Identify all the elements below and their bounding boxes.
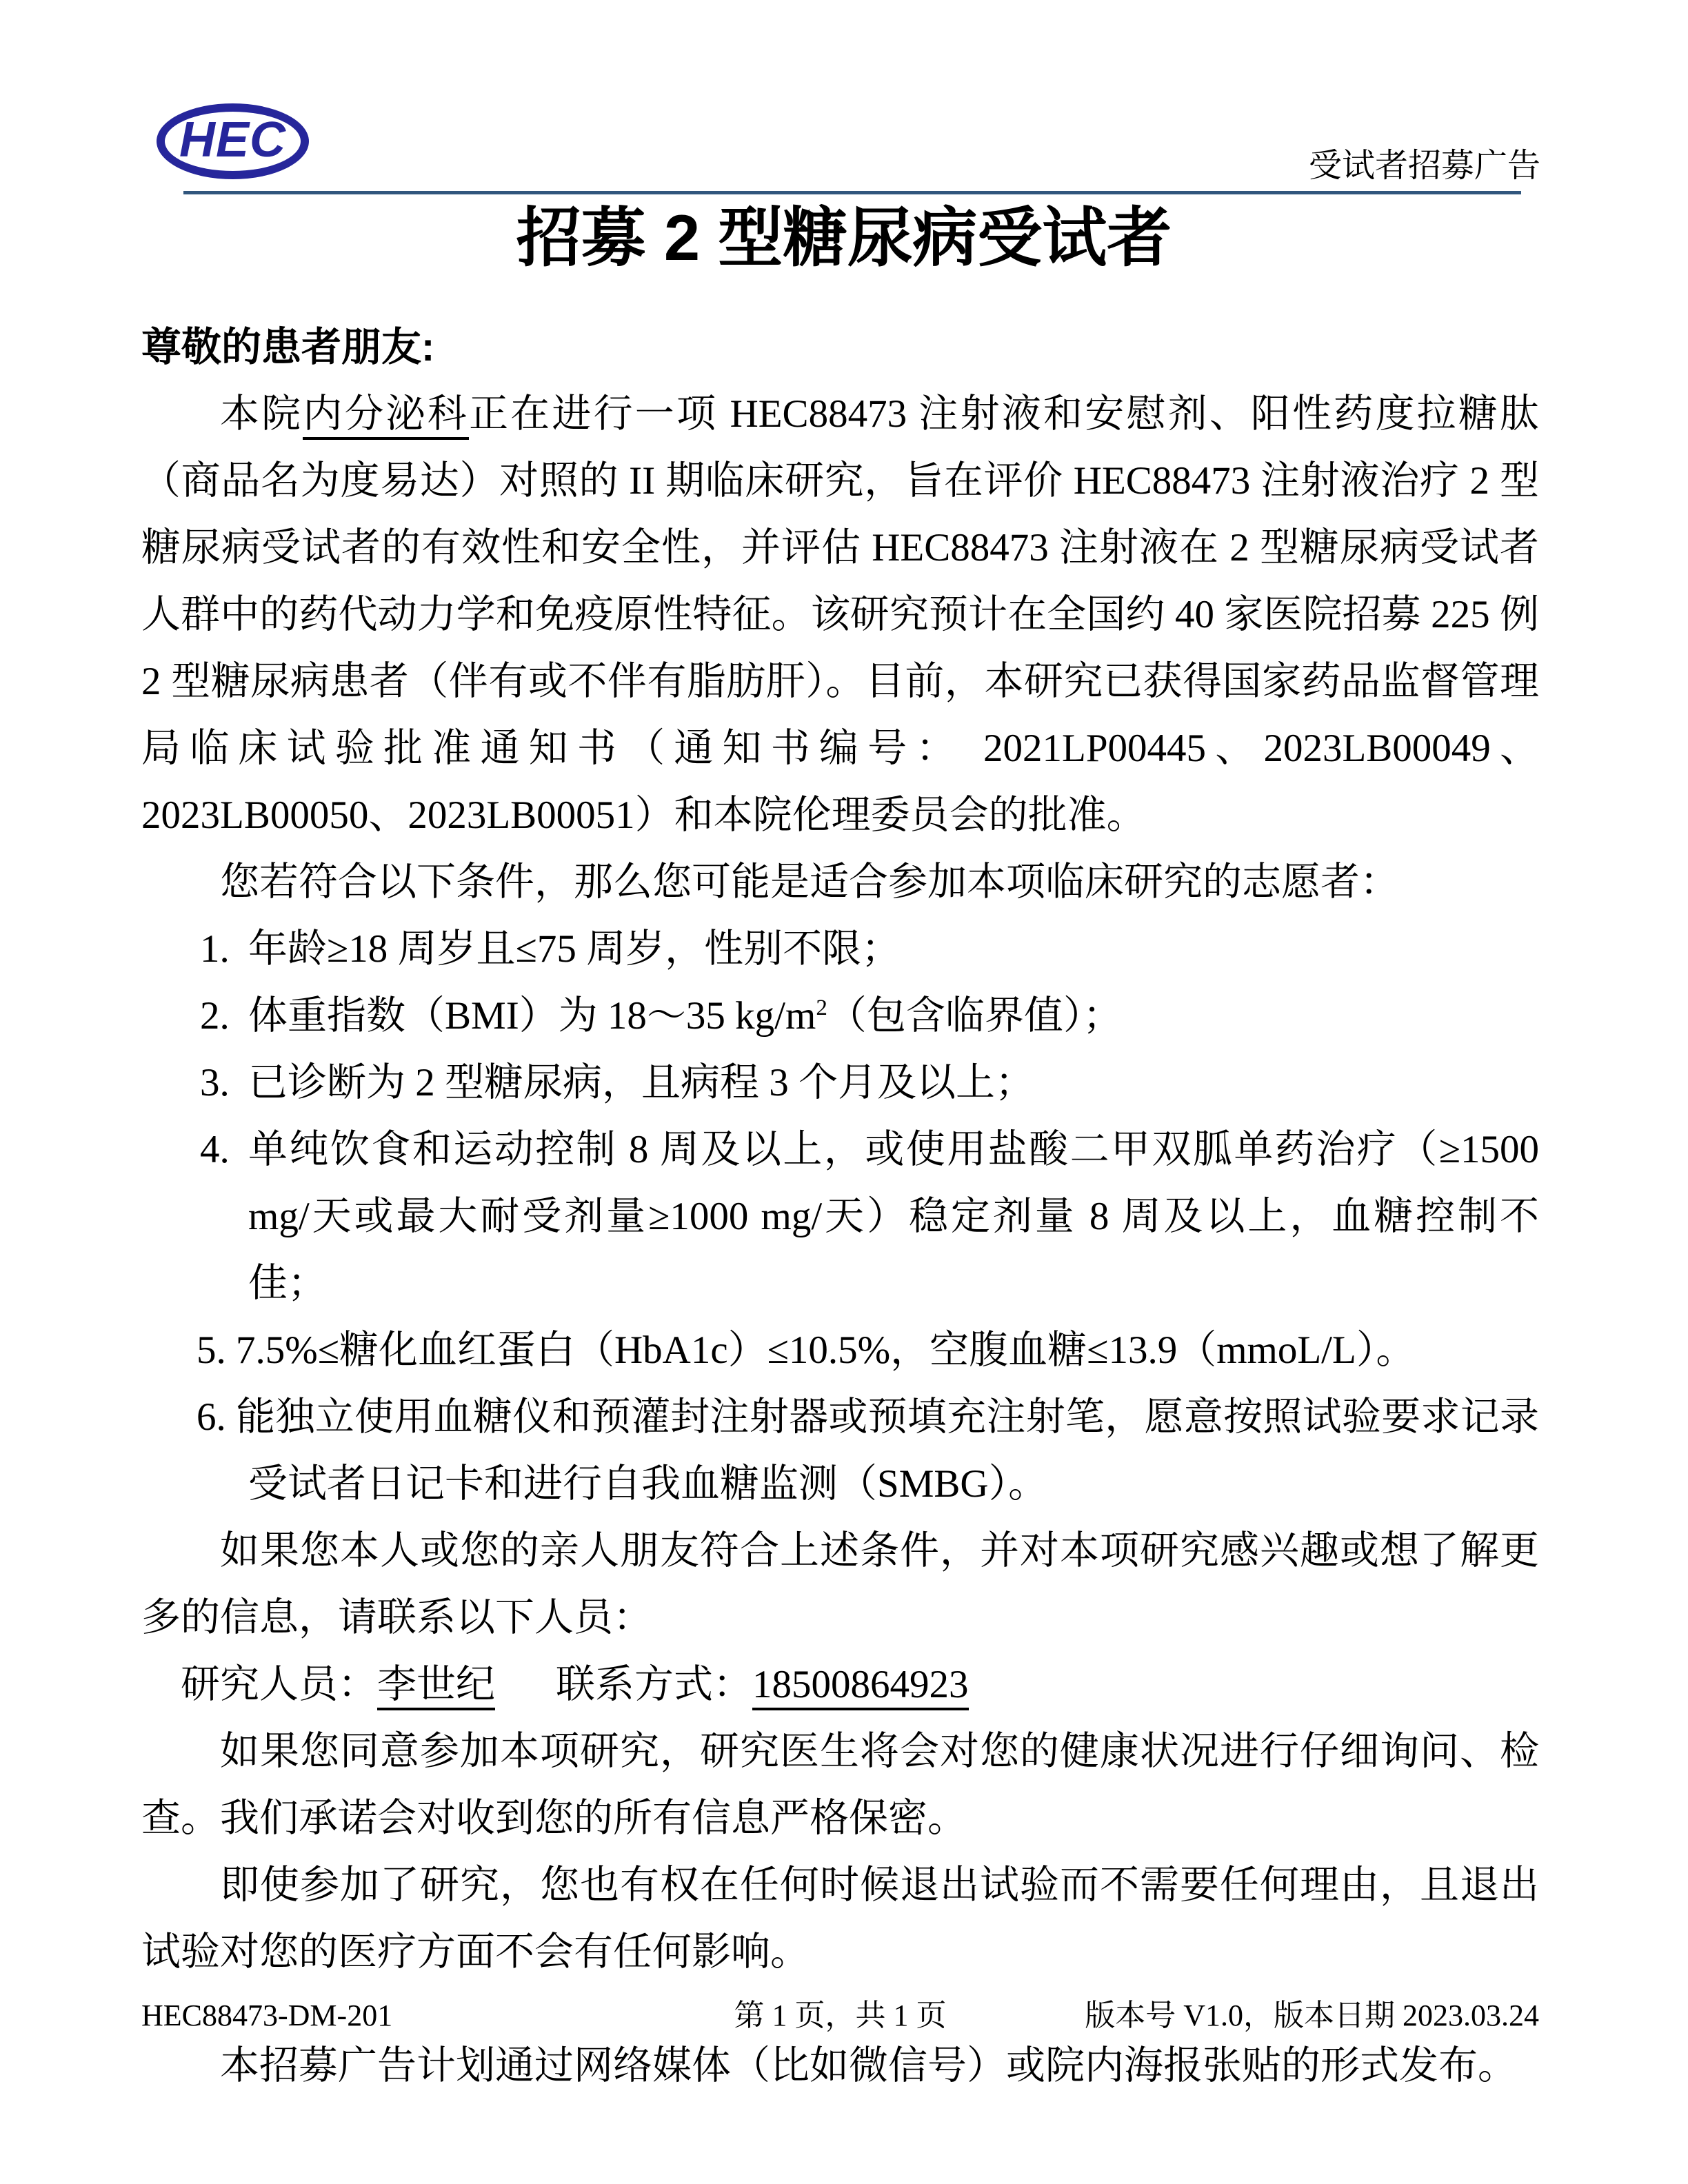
list-item-number: 6. — [197, 1395, 226, 1439]
page-title: 招募 2 型糖尿病受试者 — [516, 201, 1172, 274]
contact-intro-paragraph: 如果您本人或您的亲人朋友符合上述条件，并对本项研究感兴趣或想了解更多的信息，请联系以下人员： — [141, 1529, 1539, 1639]
withdraw-paragraph: 即使参加了研究，您也有权在任何时候退出试验而不需要任何理由，且退出试验对您的医疗方面不会有任何影响。 — [141, 1863, 1539, 1974]
bmi-pre: 体重指数（BMI）为 18～35 kg/m — [248, 994, 816, 1038]
contact-line — [141, 1651, 1539, 1718]
criteria-list — [141, 916, 1539, 1517]
intro-post: 正在进行一项 HEC88473 注射液和安慰剂、阳性药度拉糖肽（商品名为度易达）对照的 II 期临床研究，旨在评价 HEC88473 注射液治疗 2 型糖尿病受试者的有效性和安全性，并评估 HEC88473 注射液在 2 型糖尿病受试者人群中的药代动力学和免疫原性特征。该研究预计在全国约 40 家医院招募 225 例 2 型糖尿病患者（伴有或不伴有脂肪肝）。目前，本研究已获得国家药品监督管理局临床试验批准通知书（通知书编号： 2021LP00445、2023LB00049、2023LB00050、2023LB00051）和本院伦理委员会的批准。 — [141, 392, 1540, 837]
list-item-text — [248, 982, 1539, 1049]
footer-page-number: 第 1 页，共 1 页 — [734, 1999, 947, 2032]
list-item-text: 年龄≥18 周岁且≤75 周岁，性别不限； — [248, 927, 901, 971]
document-body — [141, 0, 1539, 2099]
list-item — [141, 982, 1539, 1049]
list-item — [141, 1384, 1539, 1517]
bmi-post: （包含临界值）； — [827, 994, 1123, 1038]
phone-label: 联系方式： — [556, 1663, 752, 1706]
publish-paragraph: 本招募广告计划通过网络媒体（比如微信号）或院内海报张贴的形式发布。 — [220, 2044, 1517, 2087]
list-item-text: 7.5%≤糖化血红蛋白（HbA1c）≤10.5%，空腹血糖≤13.9（mmoL/L）。 — [236, 1328, 1416, 1372]
intro-department-underlined: 内分泌科 — [303, 392, 469, 440]
hec-logo-text: HEC — [179, 112, 286, 168]
footer-version-info: 版本号 V1.0，版本日期 2023.03.24 — [1085, 1999, 1539, 2032]
greeting-line: 尊敬的患者朋友: — [141, 325, 435, 370]
list-item-text: 能独立使用血糖仪和预灌封注射器或预填充注射笔，愿意按照试验要求记录受试者日记卡和进行自我血糖监测（SMBG）。 — [236, 1395, 1540, 1506]
criteria-intro-paragraph: 您若符合以下条件，那么您可能是适合参加本项临床研究的志愿者： — [220, 860, 1399, 904]
list-item-number: 4. — [200, 1128, 230, 1171]
consent-paragraph: 如果您同意参加本项研究，研究医生将会对您的健康状况进行仔细询问、检查。我们承诺会对收到您的所有信息严格保密。 — [141, 1730, 1539, 1840]
list-item-text: 单纯饮食和运动控制 8 周及以上，或使用盐酸二甲双胍单药治疗（≥1500 mg/天或最大耐受剂量≥1000 mg/天）稳定剂量 8 周及以上，血糖控制不佳； — [248, 1128, 1539, 1305]
footer-protocol-number: HEC88473-DM-201 — [141, 1999, 393, 2032]
list-item — [141, 1317, 1539, 1384]
list-item-number: 5. — [197, 1328, 226, 1372]
intro-pre: 本院 — [220, 392, 303, 436]
list-item-number: 2. — [200, 994, 230, 1038]
bmi-superscript: 2 — [816, 995, 827, 1020]
researcher-label: 研究人员： — [181, 1663, 377, 1706]
intro-paragraph — [141, 381, 1539, 849]
list-item — [141, 916, 1539, 982]
list-item-number: 1. — [200, 927, 230, 971]
list-item-text: 已诊断为 2 型糖尿病，且病程 3 个月及以上； — [248, 1061, 1034, 1104]
header-doc-type-label: 受试者招募广告 — [1308, 148, 1540, 184]
researcher-name: 李世纪 — [377, 1663, 495, 1710]
list-item-number: 3. — [200, 1061, 230, 1104]
list-item — [141, 1049, 1539, 1116]
list-item — [141, 1116, 1539, 1317]
phone-number: 18500864923 — [752, 1663, 969, 1710]
